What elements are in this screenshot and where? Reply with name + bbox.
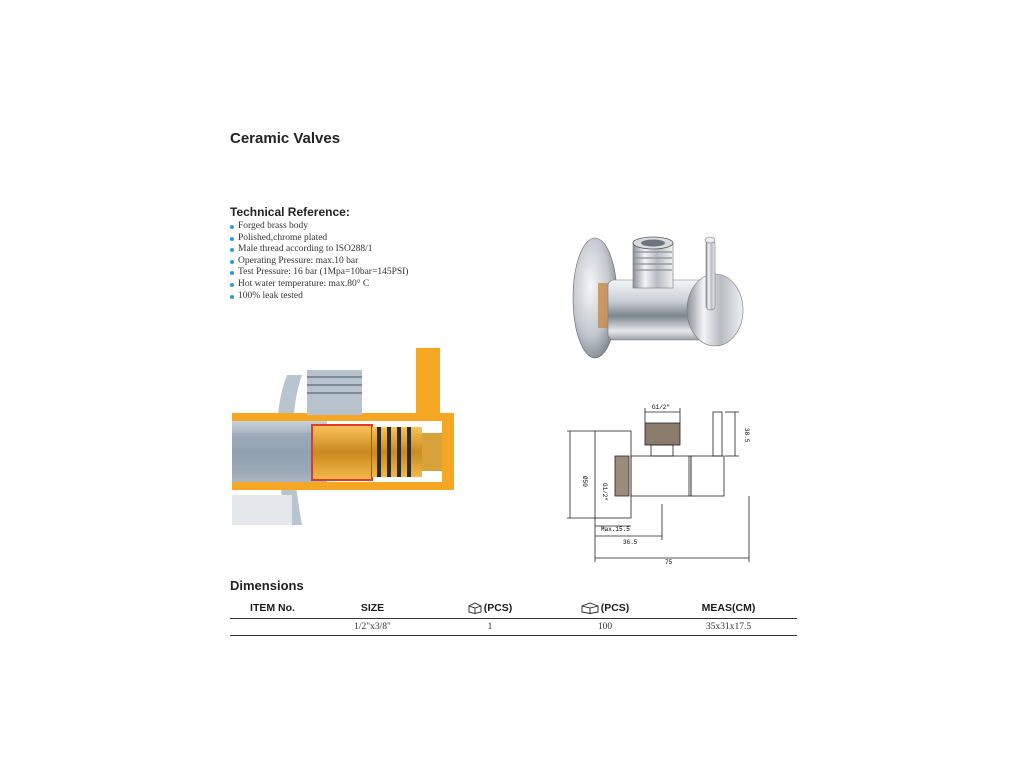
col-meas: MEAS(CM) xyxy=(660,600,797,619)
valve-cutaway-diagram xyxy=(232,345,467,530)
col-inner-pcs xyxy=(430,600,550,619)
spec-item: 100% leak tested xyxy=(230,291,408,303)
spec-item: Polished,chrome plated xyxy=(230,233,408,245)
offset-label: 36.5 xyxy=(623,539,638,546)
col-item-no: ITEM No. xyxy=(230,600,315,619)
col-inner-pcs-label: (PCS) xyxy=(483,602,513,614)
thread-label-side: G1/2" xyxy=(601,483,608,502)
carton-box-icon xyxy=(581,602,599,614)
max-label: Max.15.5 xyxy=(601,526,630,533)
table-row xyxy=(230,619,797,636)
cell-item-no xyxy=(230,619,315,636)
dimensions-heading: Dimensions xyxy=(230,578,304,593)
spec-list xyxy=(230,221,408,302)
cell-carton-pcs: 100 xyxy=(550,619,660,636)
page-title: Ceramic Valves xyxy=(230,130,341,147)
spec-item: Forged brass body xyxy=(230,221,408,233)
inner-box-icon xyxy=(468,602,482,614)
cell-meas: 35x31x17.5 xyxy=(660,619,797,636)
thread-label-top: G1/2" xyxy=(652,404,671,411)
spec-item: Hot water temperature: max.80° C xyxy=(230,279,408,291)
spec-item: Operating Pressure: max.10 bar xyxy=(230,256,408,268)
col-carton-pcs xyxy=(550,600,660,619)
col-carton-pcs-label: (PCS) xyxy=(600,602,630,614)
cell-inner-pcs: 1 xyxy=(430,619,550,636)
dimensions-table xyxy=(230,600,797,636)
valve-product-photo xyxy=(550,228,750,368)
cell-size: 1/2"x3/8" xyxy=(315,619,430,636)
table-header-row xyxy=(230,600,797,619)
spec-item: Male thread according to ISO288/1 xyxy=(230,244,408,256)
spec-item: Test Pressure: 16 bar (1Mpa=10bar=145PSI) xyxy=(230,267,408,279)
col-size: SIZE xyxy=(315,600,430,619)
valve-dimension-drawing xyxy=(565,398,760,568)
technical-reference-heading: Technical Reference: xyxy=(230,205,350,219)
height-label: 38.5 xyxy=(743,428,750,443)
length-label: 75 xyxy=(665,559,673,566)
diameter-label: Ø50 xyxy=(581,476,588,487)
